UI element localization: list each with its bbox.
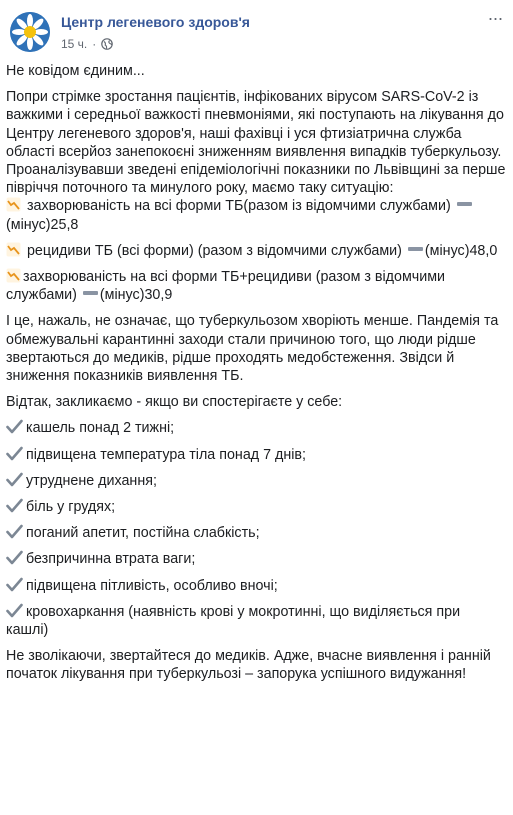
stat-value: (мінус)30,9 (99, 287, 173, 304)
symptom-item (6, 550, 506, 568)
symptom-text: утруднене дихання; (26, 472, 157, 489)
check-mark-icon (6, 419, 23, 434)
stat-text: захворюваність на всі форми ТБ+рецидиви (разом з відомчими службами) (6, 269, 446, 304)
more-options-button[interactable]: ··· (487, 8, 503, 28)
post-closing: Не зволікаючи, звертайтеся до медиків. Адже, вчасне виявлення і ранній початок лікування при туберкульозі – запорука успішного видужання! (6, 648, 491, 683)
chart-decreasing-icon (6, 197, 21, 212)
chart-decreasing-icon (6, 268, 21, 283)
symptom-text: кровохаркання (наявність крові у мокротинні, що виділяється при кашлі) (6, 603, 461, 639)
minus-icon (82, 288, 99, 298)
stat-line (6, 242, 506, 260)
symptom-item (6, 419, 506, 437)
check-mark-icon (6, 498, 23, 513)
symptom-text: кашель понад 2 тижні; (26, 420, 175, 437)
globe-icon[interactable] (101, 38, 113, 50)
stat-value: (мінус)25,8 (6, 216, 79, 233)
post-paragraph-2: І це, нажаль, не означає, що туберкульозом хворіють менше. Пандемія та обмежувальні карантинні заходи стали причиною того, що люди рідше звертаються до медиків, рідше проходять медобстеження. Звідси й зниження показників виявлення ТБ. (6, 313, 499, 385)
symptom-item (6, 603, 506, 639)
check-mark-icon (6, 550, 23, 565)
post-appeal: Відтак, закликаємо - якщо ви спостерігаєте у себе: (6, 394, 343, 411)
post-meta (61, 37, 113, 51)
symptom-text: поганий апетит, постійна слабкість; (26, 525, 260, 542)
symptom-item (6, 472, 506, 490)
meta-separator: · (92, 37, 97, 51)
post-intro: Не ковідом єдиним... (6, 63, 145, 79)
symptom-text: безпричинна втрата ваги; (26, 551, 196, 568)
check-mark-icon (6, 524, 23, 539)
daisy-logo-icon (10, 12, 50, 52)
check-mark-icon (6, 446, 23, 461)
check-mark-icon (6, 577, 23, 592)
symptom-item (6, 524, 506, 542)
check-mark-icon (6, 603, 23, 618)
minus-icon (407, 244, 424, 254)
check-mark-icon (6, 472, 23, 487)
chart-decreasing-icon (6, 242, 21, 257)
post-timestamp[interactable]: 15 ч. (61, 37, 88, 51)
post-message (6, 62, 506, 692)
stat-value: (мінус)48,0 (424, 242, 498, 259)
symptoms-list (6, 419, 506, 639)
symptom-text: біль у грудях; (26, 499, 116, 516)
stats-list (6, 197, 506, 304)
post-paragraph-1: Попри стрімке зростання пацієнтів, інфікованих вірусом SARS-CoV-2 із важкими і середньої важкості пневмоніями, які поступають на лікування до Центру легеневого здоров'я, наші фахівці і уся фтизіатрична служба області всерйоз занепокоєні зниженням виявлення випадків туберкульозу. Проаналізувавши зведені епідеміологічні показники по Львівщині за перше півріччя поточного та минулого року, маємо таку ситуацію: (6, 89, 506, 197)
stat-text: рецидиви ТБ (всі форми) (разом з відомчими службами) (23, 242, 406, 259)
symptom-text: підвищена пітливість, особливо вночі; (26, 577, 278, 594)
symptom-item (6, 498, 506, 516)
page-avatar[interactable] (10, 12, 50, 52)
stat-line (6, 268, 506, 304)
symptom-item (6, 446, 506, 464)
symptom-item (6, 577, 506, 595)
page-name-link[interactable]: Центр легеневого здоров'я (61, 14, 250, 30)
post-header (0, 0, 513, 62)
stat-line (6, 197, 506, 233)
stat-text: захворюваність на всі форми ТБ(разом із відомчими службами) (23, 198, 455, 215)
symptom-text: підвищена температура тіла понад 7 днів; (26, 446, 306, 463)
minus-icon (456, 199, 473, 209)
